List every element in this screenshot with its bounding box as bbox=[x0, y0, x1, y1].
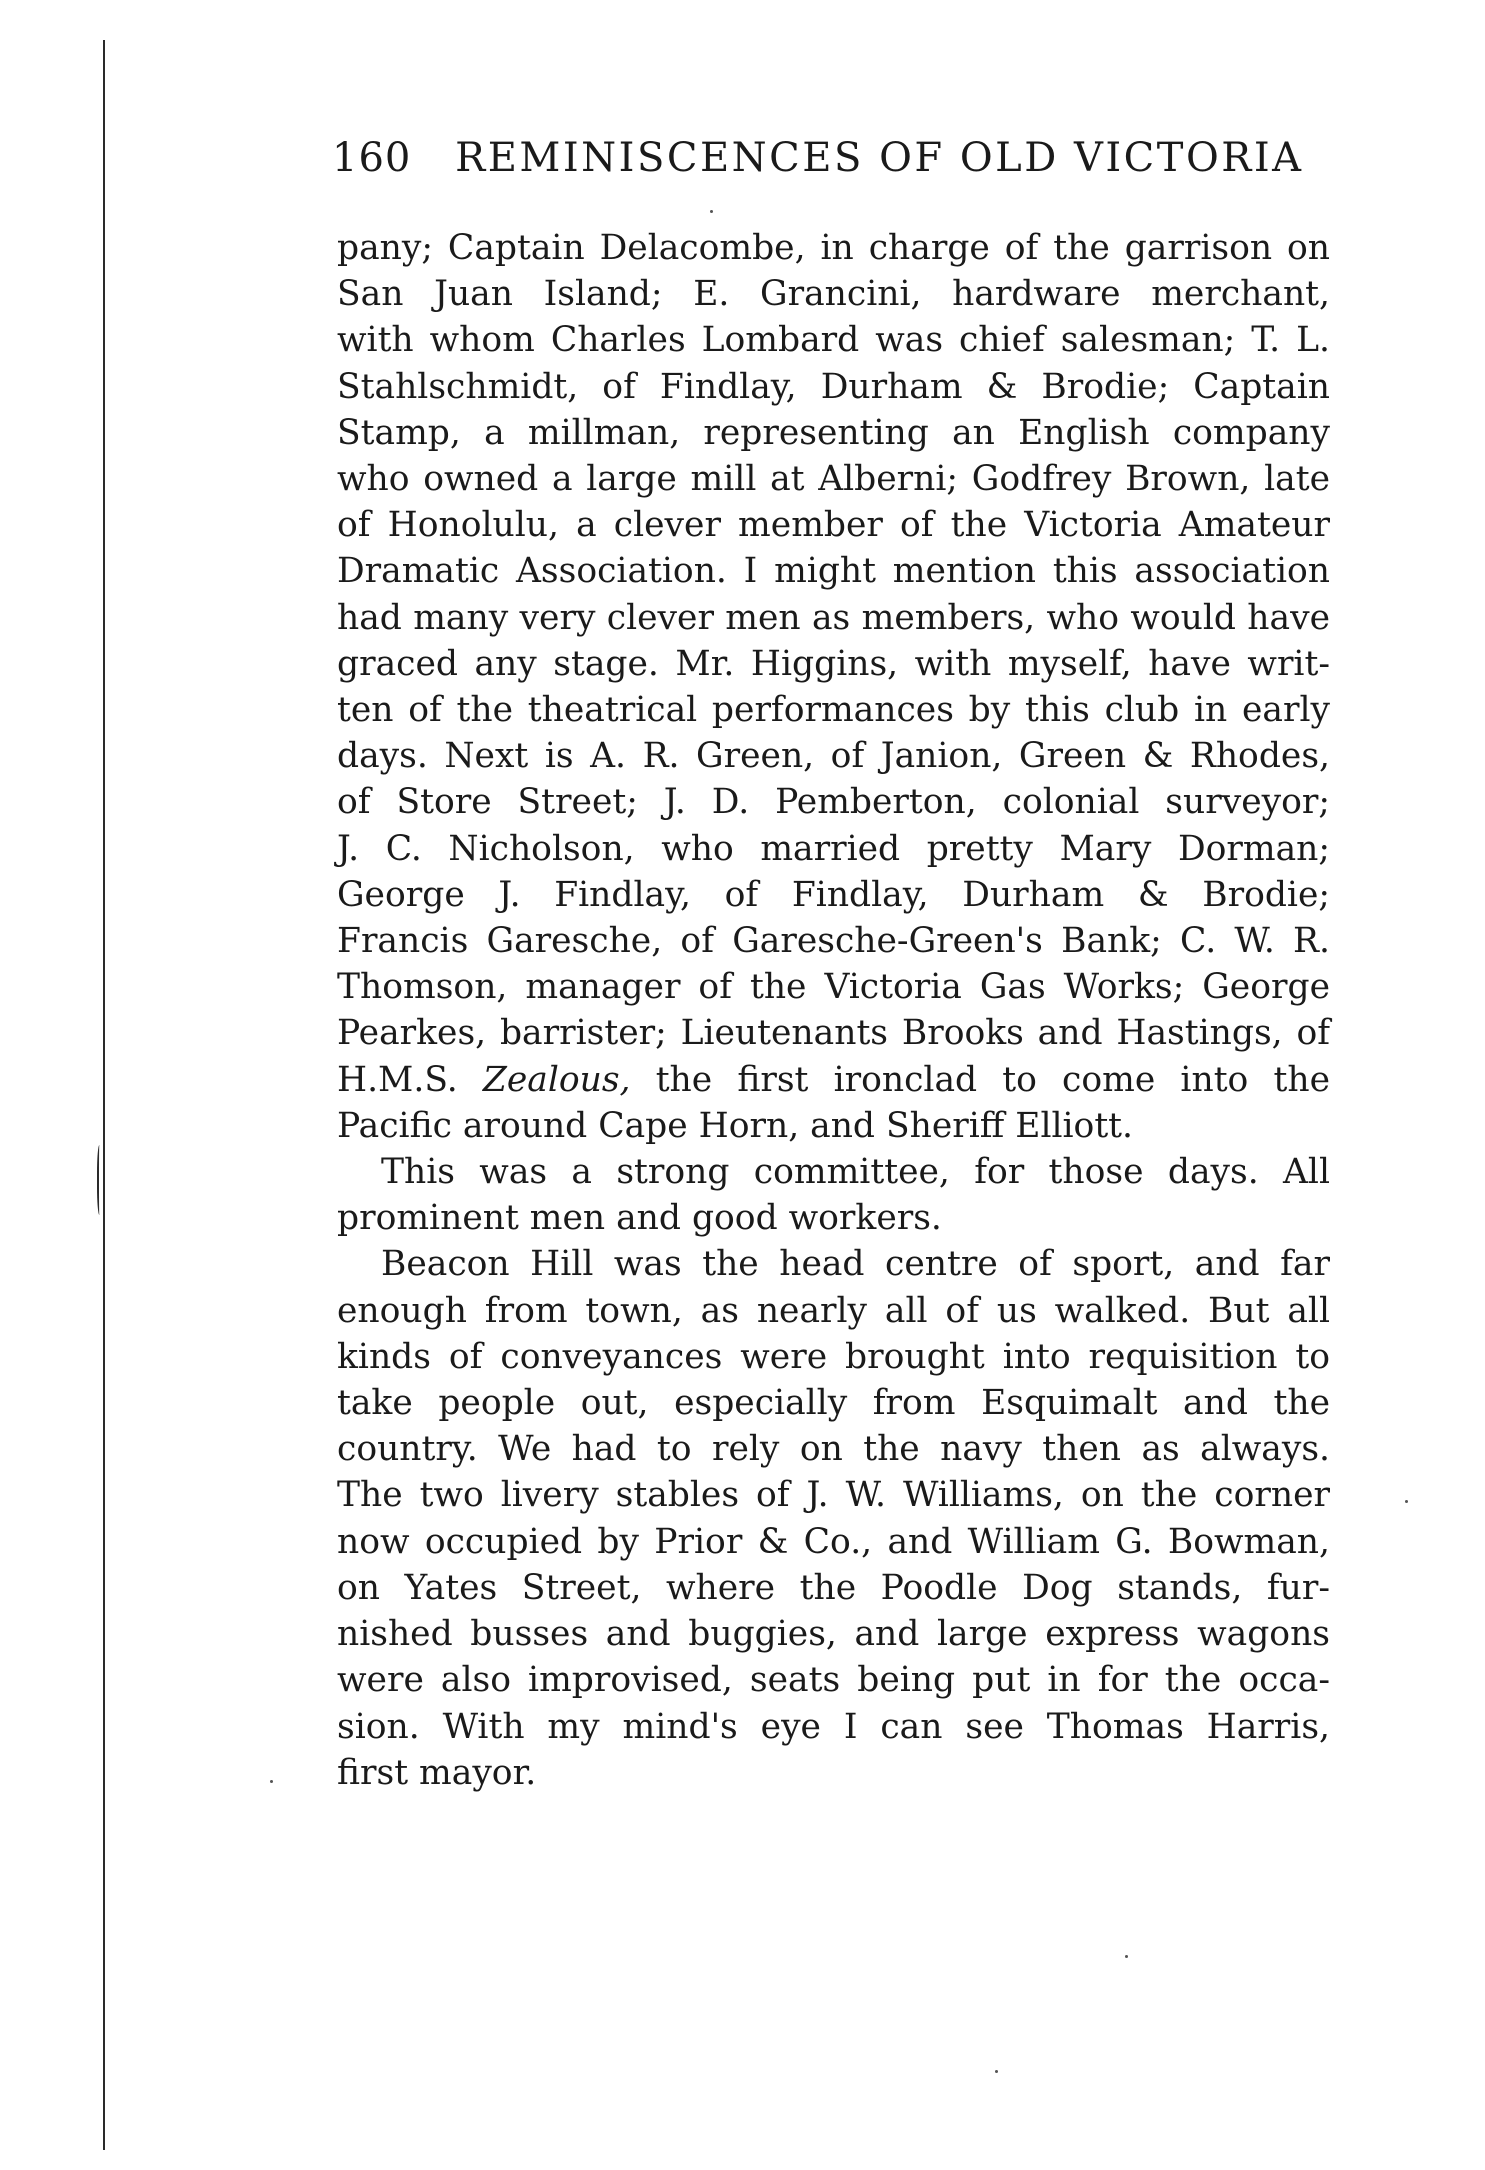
body-text bbox=[337, 225, 1330, 1796]
text-line: days. Next is A. R. Green, of Janion, Green & Rhodes, bbox=[337, 736, 1330, 777]
text-line: now occupied by Prior & Co., and William G. Bowman, bbox=[337, 1521, 1330, 1562]
paragraph-1 bbox=[337, 225, 1330, 1149]
text-line: enough from town, as nearly all of us walked. But all bbox=[337, 1290, 1330, 1331]
text-line: Beacon Hill was the head centre of sport, and far bbox=[381, 1244, 1330, 1285]
text-line: Dramatic Association. I might mention this association bbox=[337, 551, 1330, 592]
text-line: of Honolulu, a clever member of the Victoria Amateur bbox=[337, 505, 1330, 546]
text-line: nished busses and buggies, and large express wagons bbox=[337, 1614, 1330, 1655]
running-title: REMINISCENCES OF OLD VICTORIA bbox=[455, 135, 1304, 181]
text-line: Pacific around Cape Horn, and Sheriff Elliott. bbox=[337, 1105, 1134, 1146]
paragraph-2 bbox=[337, 1149, 1330, 1241]
text-line: Stamp, a millman, representing an English company bbox=[337, 412, 1330, 453]
text-line: George J. Findlay, of Findlay, Durham & Brodie; bbox=[337, 874, 1330, 915]
text-line: Francis Garesche, of Garesche-Green's Bank; C. W. R. bbox=[337, 921, 1330, 962]
binding-edge bbox=[103, 40, 105, 2150]
text-line: of Store Street; J. D. Pemberton, colonial surveyor; bbox=[337, 782, 1330, 823]
text-line: prominent men and good workers. bbox=[337, 1198, 942, 1239]
text-segment: the first ironclad to come into the bbox=[630, 1059, 1330, 1100]
text-line: with whom Charles Lombard was chief salesman; T. L. bbox=[337, 320, 1330, 361]
page-header bbox=[332, 135, 1332, 181]
text-line-ship bbox=[337, 1057, 1330, 1103]
text-line: San Juan Island; E. Grancini, hardware merchant, bbox=[337, 274, 1330, 315]
text-line: on Yates Street, where the Poodle Dog stands, fur- bbox=[337, 1567, 1330, 1608]
text-line: Thomson, manager of the Victoria Gas Works; George bbox=[337, 967, 1330, 1008]
text-line: had many very clever men as members, who would have bbox=[337, 597, 1330, 638]
text-line: ten of the theatrical performances by this club in early bbox=[337, 690, 1330, 731]
paragraph-3 bbox=[337, 1241, 1330, 1795]
print-speck bbox=[995, 2070, 998, 2073]
text-line: first mayor. bbox=[337, 1752, 537, 1793]
text-line: Pearkes, barrister; Lieutenants Brooks and Hastings, of bbox=[337, 1013, 1330, 1054]
text-line: J. C. Nicholson, who married pretty Mary Dorman; bbox=[337, 828, 1330, 869]
text-line: sion. With my mind's eye I can see Thomas Harris, bbox=[337, 1706, 1330, 1747]
text-line: graced any stage. Mr. Higgins, with myself, have writ- bbox=[337, 643, 1330, 684]
text-line: The two livery stables of J. W. Williams, on the corner bbox=[337, 1475, 1330, 1516]
text-line: kinds of conveyances were brought into requisition to bbox=[337, 1336, 1330, 1377]
print-speck bbox=[710, 210, 713, 213]
print-speck bbox=[270, 1780, 273, 1783]
text-line: country. We had to rely on the navy then as always. bbox=[337, 1429, 1330, 1470]
text-line: This was a strong committee, for those days. All bbox=[381, 1152, 1330, 1193]
print-speck bbox=[1405, 1500, 1408, 1503]
ship-name: Zealous, bbox=[482, 1059, 631, 1100]
text-line: pany; Captain Delacombe, in charge of the garrison on bbox=[337, 228, 1330, 268]
text-line: who owned a large mill at Alberni; Godfrey Brown, late bbox=[337, 459, 1330, 500]
text-line: take people out, especially from Esquimalt and the bbox=[337, 1383, 1330, 1424]
text-segment: H.M.S. bbox=[337, 1059, 483, 1100]
text-line: Stahlschmidt, of Findlay, Durham & Brodie; Captain bbox=[337, 366, 1330, 407]
text-line: were also improvised, seats being put in for the occa- bbox=[337, 1660, 1330, 1701]
page-number: 160 bbox=[332, 135, 412, 181]
binding-mark bbox=[97, 1145, 103, 1215]
print-speck bbox=[1125, 1955, 1128, 1958]
